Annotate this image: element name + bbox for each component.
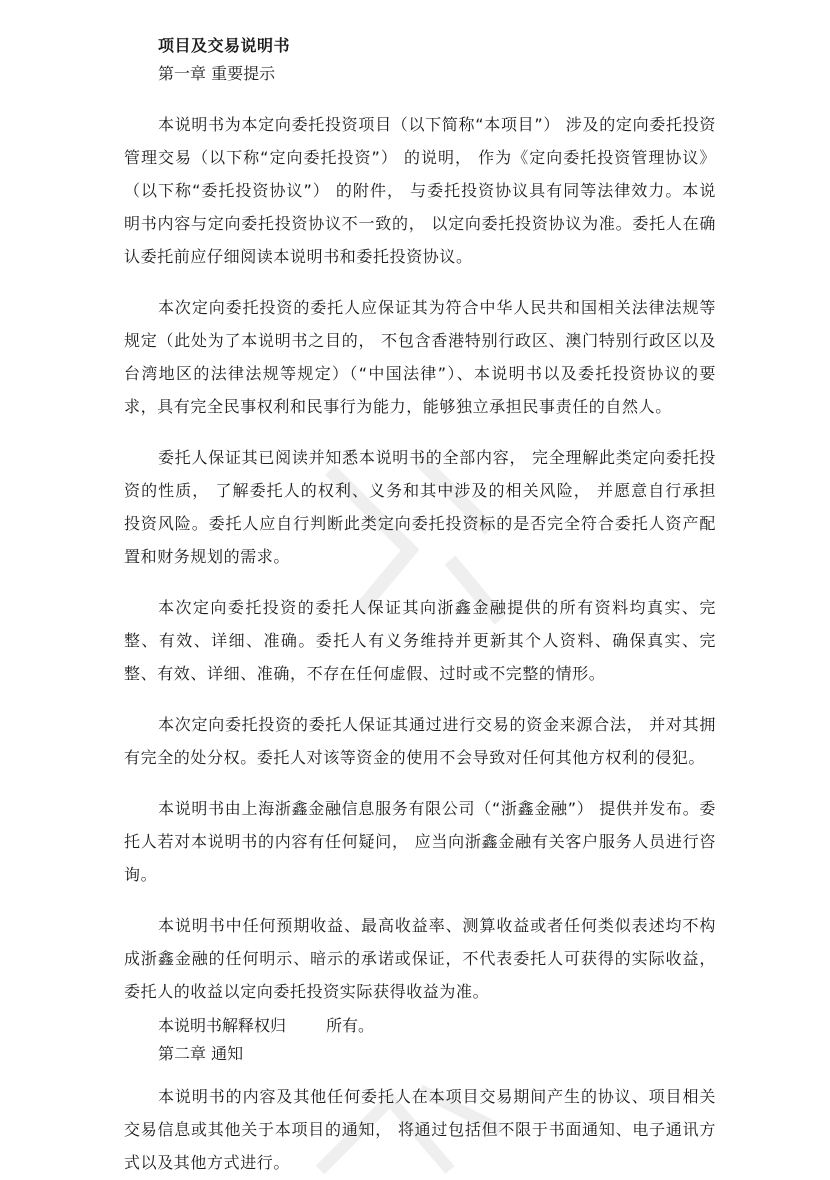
chapter-1-heading: 第一章 重要提示	[158, 64, 276, 83]
paragraph-1: 本说明书为本定向委托投资项目（以下简称“本项目”） 涉及的定向委托投资管理交易（以下称“定向委托投资”） 的说明， 作为《定向委托投资管理协议》（以下称“委托投资协议”） 的附件， 与委托投资协议具有同等法律效力。本说明书内容与定向委托投资协议不一致的， 以定向委托投资协议为准。委托人在确认委托前应仔细阅读本说明书和委托投资协议。	[124, 115, 716, 266]
interpretation-suffix: 所有。	[326, 1016, 375, 1035]
interpretation-prefix: 本说明书解释权归	[158, 1016, 287, 1035]
paragraph-6: 本说明书由上海浙鑫金融信息服务有限公司（“浙鑫金融”） 提供并发布。委托人若对本说明书的内容有任何疑问， 应当向浙鑫金融有关客户服务人员进行咨询。	[124, 799, 716, 884]
interpretation-rights-line	[158, 1012, 716, 1040]
paragraph-7: 本说明书中任何预期收益、最高收益率、测算收益或者任何类似表述均不构成浙鑫金融的任何明示、暗示的承诺或保证，不代表委托人可获得的实际收益，委托人的收益以定向委托投资实际获得收益为准。	[124, 916, 716, 1001]
paragraph-2: 本次定向委托投资的委托人应保证其为符合中华人民共和国相关法律法规等规定（此处为了本说明书之目的， 不包含香港特别行政区、澳门特别行政区以及台湾地区的法律法规等规定）（“中国法律”）、本说明书以及委托投资协议的要求，具有完全民事权利和民事行为能力，能够独立承担民事责任的自然人。	[124, 298, 716, 416]
document-title: 项目及交易说明书	[158, 36, 291, 55]
paragraph-4: 本次定向委托投资的委托人保证其向浙鑫金融提供的所有资料均真实、完整、有效、详细、准确。委托人有义务维持并更新其个人资料、确保真实、完整、有效、详细、准确，不存在任何虚假、过时或不完整的情形。	[124, 598, 716, 683]
chapter-2-paragraph: 本说明书的内容及其他任何委托人在本项目交易期间产生的协议、项目相关交易信息或其他关于本项目的通知， 将通过包括但不限于书面通知、电子通讯方式以及其他方式进行。	[124, 1087, 716, 1172]
paragraph-5: 本次定向委托投资的委托人保证其通过进行交易的资金来源合法， 并对其拥有完全的处分权。委托人对该等资金的使用不会导致对任何其他方权利的侵犯。	[124, 715, 716, 767]
paragraph-3: 委托人保证其已阅读并知悉本说明书的全部内容， 完全理解此类定向委托投资的性质， 了解委托人的权利、义务和其中涉及的相关风险， 并愿意自行承担投资风险。委托人应自行判断此类定向委托投资标的是否完全符合委托人资产配置和财务规划的需求。	[124, 448, 716, 566]
document-body	[124, 32, 716, 1179]
chapter-2-heading: 第二章 通知	[158, 1044, 244, 1063]
